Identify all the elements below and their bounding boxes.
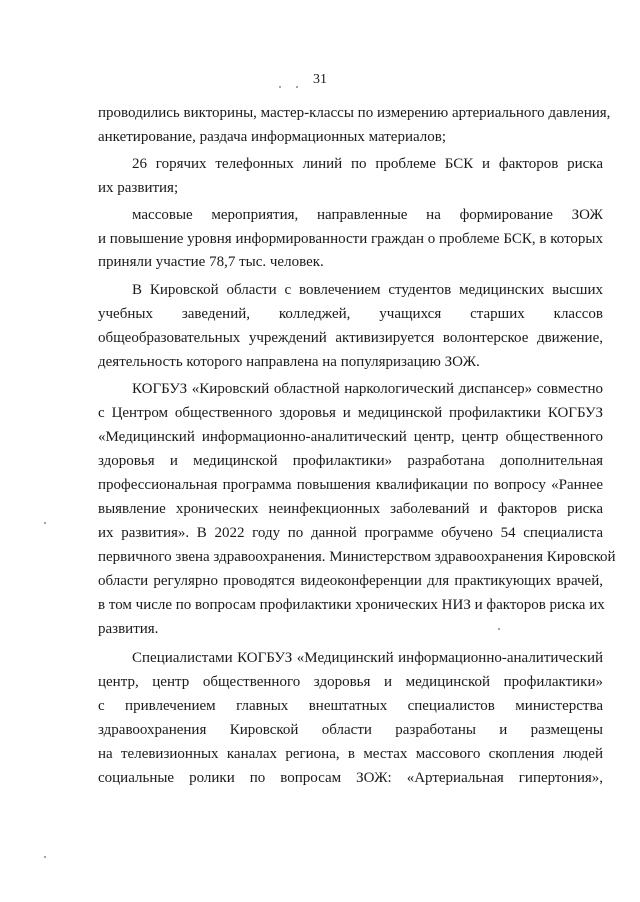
text-line: «Медицинский информационно-аналитический центр, центр общественного [98, 429, 603, 445]
text-line: массовые мероприятия, направленные на формирование ЗОЖ [132, 207, 603, 223]
text-line: развития. [98, 621, 159, 637]
text-line: здоровья и медицинской профилактики» разработана дополнительная [98, 453, 603, 469]
text-line: КОГБУЗ «Кировский областной наркологический диспансер» совместно [132, 381, 603, 397]
text-line: профессиональная программа повышения квалификации по вопросу «Раннее [98, 477, 603, 493]
scan-speck [44, 522, 46, 524]
text-line: их развития». В 2022 году по данной программе обучено 54 специалиста [98, 525, 603, 541]
text-line: деятельность которого направлена на популяризацию ЗОЖ. [98, 354, 480, 370]
text-line: и повышение уровня информированности граждан о проблеме БСК, в которых [98, 231, 603, 247]
text-line: проводились викторины, мастер-классы по измерению артериального давления, [98, 105, 611, 121]
text-line: приняли участие 78,7 тыс. человек. [98, 254, 324, 270]
text-line: выявление хронических неинфекционных заболеваний и факторов риска [98, 501, 603, 517]
scan-speck [296, 86, 298, 88]
text-line: 26 горячих телефонных линий по проблеме БСК и факторов риска [132, 156, 603, 172]
text-line: с Центром общественного здоровья и медицинской профилактики КОГБУЗ [98, 405, 603, 421]
text-line: общеобразовательных учреждений активизируется волонтерское движение, [98, 330, 603, 346]
text-line: центр, центр общественного здоровья и медицинской профилактики» [98, 674, 603, 690]
scan-speck [44, 856, 46, 858]
scan-speck [498, 628, 500, 630]
text-line: первичного звена здравоохранения. Министерством здравоохранения Кировской [98, 549, 616, 565]
text-line: здравоохранения Кировской области разработаны и размещены [98, 722, 603, 738]
text-line: социальные ролики по вопросам ЗОЖ: «Артериальная гипертония», [98, 770, 603, 786]
text-line: Специалистами КОГБУЗ «Медицинский информационно-аналитический [132, 650, 603, 666]
text-line: анкетирование, раздача информационных материалов; [98, 129, 447, 145]
scan-speck [279, 86, 281, 88]
text-line: в том числе по вопросам профилактики хронических НИЗ и факторов риска их [98, 597, 605, 613]
page-number: 31 [313, 72, 327, 87]
text-line: учебных заведений, колледжей, учащихся старших классов [98, 306, 603, 322]
text-line: с привлечением главных внештатных специалистов министерства [98, 698, 603, 714]
text-line: В Кировской области с вовлечением студентов медицинских высших [132, 282, 603, 298]
text-line: их развития; [98, 180, 179, 196]
text-line: на телевизионных каналах региона, в местах массового скопления людей [98, 746, 603, 762]
text-line: области регулярно проводятся видеоконференции для практикующих врачей, [98, 573, 603, 589]
